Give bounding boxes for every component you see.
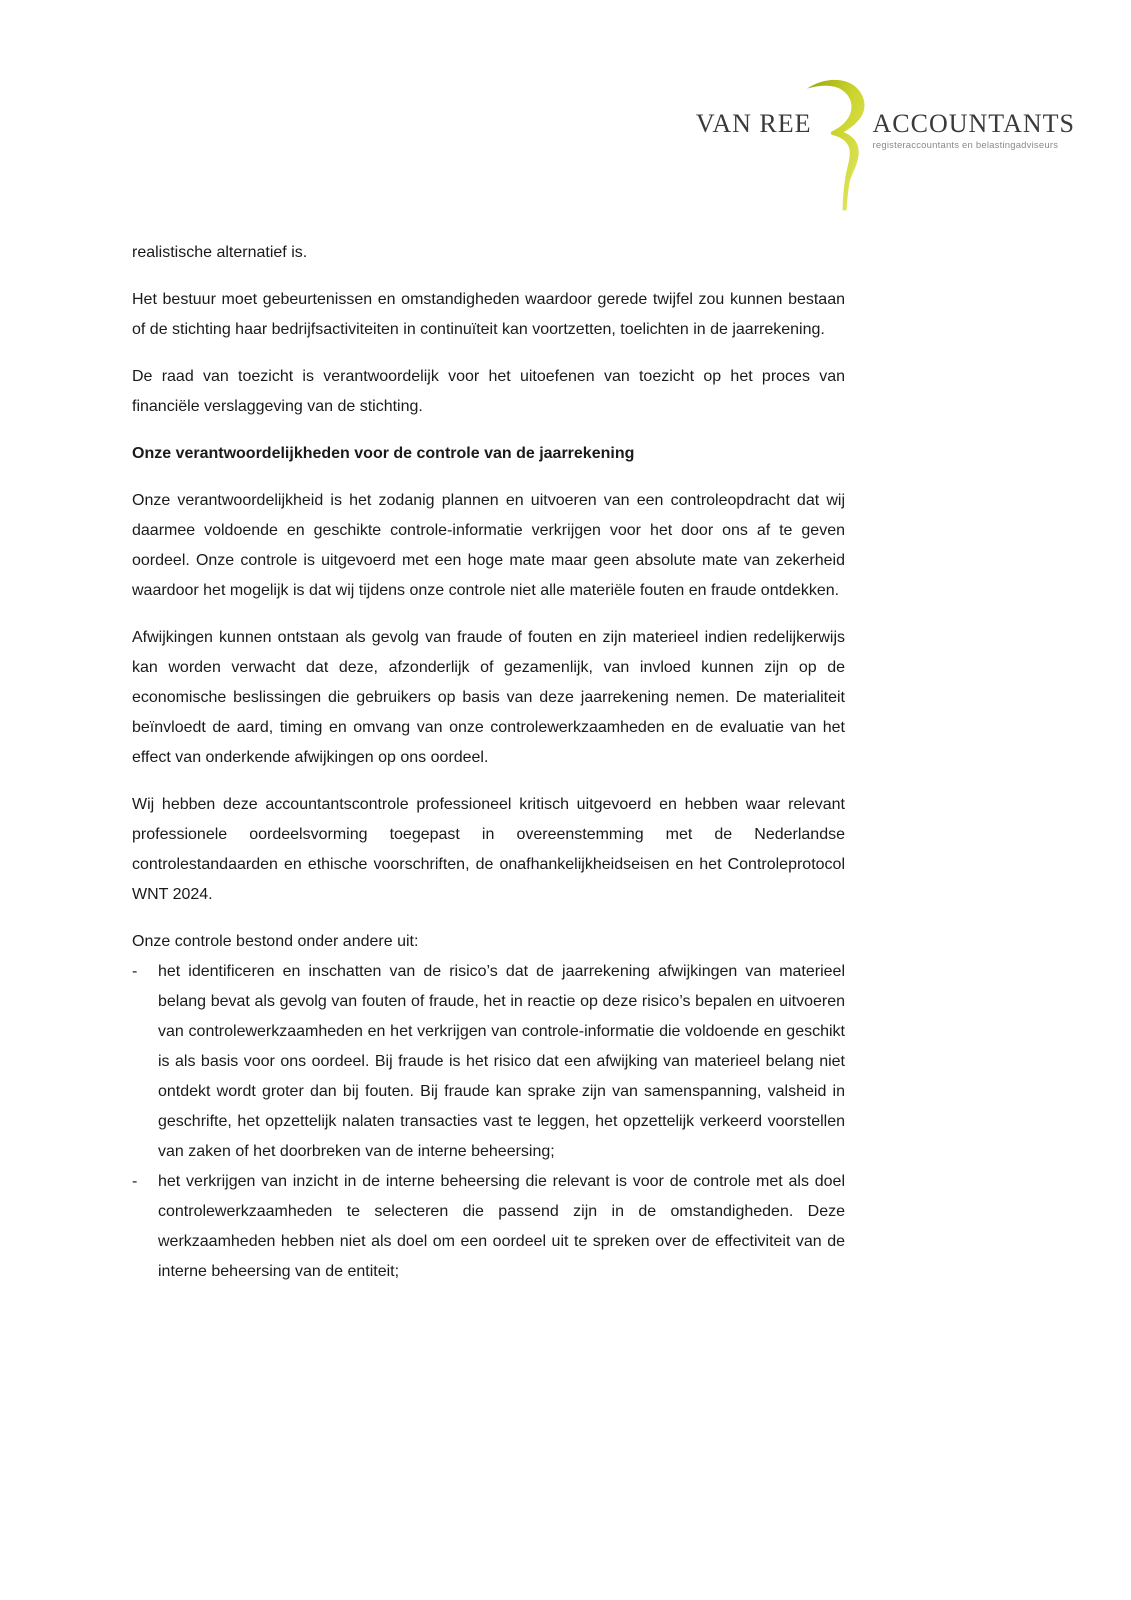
company-logo [696, 72, 1075, 214]
logo-text-van-ree: VAN REE [695, 109, 812, 138]
paragraph-our-responsibility: Onze verantwoordelijkheid is het zodanig plannen en uitvoeren van een controleopdracht dat wij daarmee voldoende en geschikte controle-informatie verkrijgen voor het door ons af te geven oordeel. Onze controle is uitgevoerd met een hoge mate maar geen absolute mate van zekerheid waardoor het mogelijk is dat wij tijdens onze controle niet alle materiële fouten en fraude ontdekken. [132, 492, 845, 599]
paragraph-supervisory-board: De raad van toezicht is verantwoordelijk voor het uitoefenen van toezicht op het proces van financiële verslaggeving van de stichting. [132, 368, 845, 415]
bullet-dash-marker: - [132, 963, 138, 980]
heading-audit-responsibilities: Onze verantwoordelijkheden voor de controle van de jaarrekening [132, 445, 635, 462]
list-intro: Onze controle bestond onder andere uit: [132, 933, 419, 950]
bullet-dash-marker: - [132, 1173, 138, 1190]
logo-right-block [873, 111, 1075, 151]
list-item-risk-identification: het identificeren en inschatten van de risico’s dat de jaarrekening afwijkingen van materieel belang bevat als gevolg van fouten of fraude, het in reactie op deze risico’s bepalen en uitvoeren van controlewerkzaamheden en het verkrijgen van controle-informatie die voldoende en geschikt is als basis voor ons oordeel. Bij fraude is het risico dat een afwijking van materieel belang niet ontdekt wordt groter dan bij fouten. Bij fraude kan sprake zijn van samenspanning, valsheid in geschrifte, het opzettelijk nalaten transacties vast te leggen, het opzettelijk verkeerd voorstellen van zaken of het doorbreken van de interne beheersing; [158, 963, 845, 1160]
list-item-internal-control: het verkrijgen van inzicht in de interne beheersing die relevant is voor de controle met als doel controlewerkzaamheden te selecteren die passend zijn in de omstandigheden. Deze werkzaamheden hebben niet als doel om een oordeel uit te spreken over de effectiviteit van de interne beheersing van de entiteit; [158, 1173, 845, 1280]
paragraph-misstatements: Afwijkingen kunnen ontstaan als gevolg van fraude of fouten en zijn materieel indien redelijkerwijs kan worden verwacht dat deze, afzonderlijk of gezamenlijk, van invloed kunnen zijn op de economische beslissingen die gebruikers op basis van deze jaarrekening nemen. De materialiteit beïnvloedt de aard, timing en omvang van onze controlewerkzaamheden en de evaluatie van het effect van onderkende afwijkingen op ons oordeel. [132, 629, 845, 766]
list-item [132, 1167, 845, 1287]
logo-subtitle: registeraccountants en belastingadviseurs [872, 140, 1059, 151]
logo-text-accountants: ACCOUNTANTS [872, 109, 1075, 138]
ribbon-swirl-icon [804, 72, 870, 214]
paragraph-board-responsibility: Het bestuur moet gebeurtenissen en omstandigheden waardoor gerede twijfel zou kunnen bestaan of de stichting haar bedrijfsactiviteiten in continuïteit kan voortzetten, toelichten in de jaarrekening. [132, 291, 845, 338]
audit-procedures-list [132, 957, 845, 1287]
list-item [132, 957, 845, 1167]
document-body [132, 238, 845, 1287]
paragraph-intro-fragment: realistische alternatief is. [132, 244, 308, 261]
paragraph-professional-skepticism: Wij hebben deze accountantscontrole professioneel kritisch uitgevoerd en hebben waar relevant professionele oordeelsvorming toegepast in overeenstemming met de Nederlandse controlestandaarden en ethische voorschriften, de onafhankelijkheidseisen en het Controleprotocol WNT 2024. [132, 796, 845, 903]
